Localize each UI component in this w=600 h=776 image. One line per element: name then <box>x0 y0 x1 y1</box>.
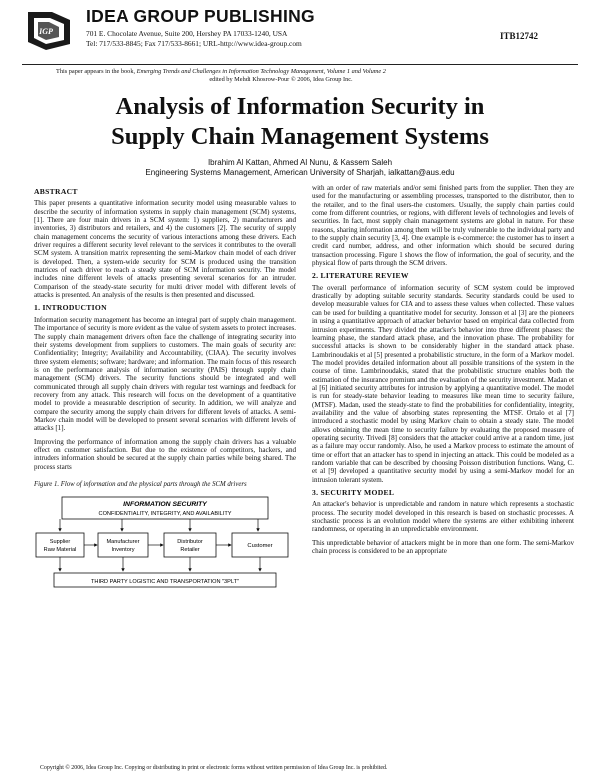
publisher-address <box>86 29 302 49</box>
book-note <box>56 68 576 84</box>
publisher-logo <box>22 8 76 54</box>
supplier-box <box>36 533 84 557</box>
logo-text: IGP <box>39 27 53 36</box>
inventory-label: Inventory <box>111 547 135 554</box>
title-line-1: Analysis of Information Security in <box>115 93 485 120</box>
right-column <box>312 184 574 560</box>
address-line-1: 701 E. Chocolate Avenue, Suite 200, Hershey PA 17033-1240, USA <box>86 29 288 38</box>
title-line-2: Supply Chain Management Systems <box>111 123 489 150</box>
abstract-text: This paper presents a quantitative information security model using measurable values to describe the security of information systems in supply chain management (SCM) systems, [1]. There are four main drivers in a SCM system: 1) suppliers, 2) manufacturers and inventories, 3) distributors and retailers, and 4) the customers [2]. The security of supply chain management concerns the security of various interactions among these drivers. Each driver requires a different security level relevant to the services it contributes to the overall SCM system. A transition matrix representing the semi-Markov chain model of each driver is developed. Then, a system-wide security for SCM is produced using the transition matrices of each driver to reach a steady state of SCM information security. The model includes nine different levels of attacks presenting several scenarios for an intruder. Comparison of the steady-state security for multi driver model with different levels of attacks is presented. An analysis of the results is then presented and discussed. <box>34 199 296 300</box>
manufacturer-label: Manufacturer <box>106 539 140 546</box>
security-model-text-2: This unpredictable behavior of attackers might be in more than one form. The semi-Markov chain process is considered to be an appropriate <box>312 538 574 556</box>
abstract-heading: ABSTRACT <box>34 187 78 196</box>
address-line-2: Tel: 717/533-8845; Fax 717/533-8661; URL-http://www.idea-group.com <box>86 39 302 48</box>
book-editor-line: edited by Mehdi Khosrow-Pour © 2006, Idea Group Inc. <box>209 76 353 83</box>
logistics-label: THIRD PARTY LOGISTIC AND TRANSPORTATION "3PLT" <box>91 579 239 586</box>
copyright-footer: Copyright © 2006, Idea Group Inc. Copying or distributing in print or electronic forms without written permission of Idea Group Inc. is prohibited. <box>40 765 388 771</box>
security-model-heading: 3. SECURITY MODEL <box>312 488 395 498</box>
figure-1-diagram <box>34 495 296 591</box>
book-title: Emerging Trends and Challenges in Information Technology Management, Volume 1 and Volume 2 <box>136 68 386 75</box>
distributor-label: Distributor <box>177 539 203 546</box>
customer-label: Customer <box>247 543 273 550</box>
info-security-title: INFORMATION SECURITY <box>123 501 207 509</box>
info-security-subtitle: CONFIDENTIALITY, INTEGRITY, AND AVAILABILITY <box>98 511 232 518</box>
document-id: ITB12742 <box>500 31 539 41</box>
left-column <box>34 184 296 591</box>
introduction-para-1: Information security management has become an integral part of supply chain management. The importance of security is more evident as the value of system assets to protect increases. The supply chain management drivers often face the challenge of integrating security into their systems development from suppliers to customers. The main goals of security are: Confidentiality; Integrity; Availability and Accountability, (CIAA). The security involves three system elements; software; hardware; and information. The main focus of this research is on the performance analysis of information security (PAIS) through supply chain management (SCM) drivers. The security functions should be integrated and well communicated through all supply chain drivers with regular test warnings and feedback for recovery from any attack. This research will focus on the development of a quantitative model to provide a measurable description of security. In addition, we will analyze and compare the security among the supply chain drivers for different levels of attacks. A semi-Markov chain model will be developed to present several scenarios with different levels of attacks [1]. <box>34 315 296 433</box>
figure-1-caption: Figure 1. Flow of information and the physical parts through the SCM drivers <box>34 481 247 488</box>
literature-review-heading: 2. LITERATURE REVIEW <box>312 271 409 281</box>
introduction-continuation: with an order of raw materials and/or semi finished parts from the supplier. Then they are used for the manufacturing or assembling processes, transported to the distributor, then to the retailer, and to the final users-the customers. Usually, the supply chain parties could come from different countries, or regions, with different levels of technologies and levels of securities. In fact, most supply chain management systems are global in nature. For these reasons, sharing information among them will be truly vulnerable to the individual party and to the supply chain security [3, 4]. One example is e-commerce: the customer has to insert a credit card number, address, and other information which should be secured during transaction processing. Figure 1 shows the flow of information, the goal of security, and the physical flow of parts through the SCM drivers. <box>312 184 574 268</box>
publisher-name: IDEA GROUP PUBLISHING <box>86 6 315 26</box>
introduction-heading: 1. INTRODUCTION <box>34 303 107 313</box>
security-model-text-1: An attacker's behavior is unpredictable and random in nature which represents a stochastic process. The security model developed in this research is based on stochastic processes. A stochastic process is an evolution model where the systems are either exhibiting inherent randomness, or operating in an unpredictable environment. <box>312 500 574 534</box>
author-names: Ibrahim Al Kattan, Ahmed Al Nunu, & Kassem Saleh <box>207 158 393 167</box>
introduction-para-2: Improving the performance of information among the supply chain drivers has a valuable effect on customer satisfaction. But due to the existence of competitors, hackers, and intruders information should be secured at the supply chain parties while being shared. The process starts <box>34 437 296 471</box>
retailer-label: Retailer <box>180 547 200 554</box>
manufacturer-box <box>98 533 148 557</box>
authors-block <box>30 158 570 178</box>
book-note-prefix: This paper appears in the book, <box>56 68 137 75</box>
author-affiliation: Engineering Systems Management, American University of Sharjah, ialkattan@aus.edu <box>145 168 455 177</box>
paper-title <box>30 92 570 152</box>
header-rule <box>22 64 578 65</box>
distributor-box <box>164 533 216 557</box>
literature-review-text: The overall performance of information security of SCM system could be improved drastically by adopting suitable security standards. Security standards could be used to develop measurable values for CIA and to assess these values when collected. These values can be used for building a quantitative model for security. Jonsson et al [3] are the pioneers in using a quantitative approach of attacker behavior based on empirical data collected from intrusion experiments. They divided the attacker's behavior into three different phases: the learning phase, the standard attack phase, and the innovation phase. The probability for successful attacks is shown to be considerably higher in the standard attack phase. Lambrinoudakis et al [5] presented a probabilistic structure, in the form of a Markov model. The model provides detailed information about all possible transitions of the system in the course of time. Lambrinoudakis, stated that the probabilistic structure enables both the estimation of the insurance premium and the evaluation of the security investment. Madan et al [6] initiated security attributes for intrusion by applying a quantitative model. The model is run for steady-state behavior leading to measures like mean time to security failure, (MTSF). Madan, used the steady-state to find the probabilities for confidentiality, integrity, availability and the value of absorbing states representing the MTSF. Ortalo et al [7] introduced a stochastic model by using Markov chain to obtain a steady state. The model allows obtaining the mean time to security failure by evaluating the proposed measure of operating security. Trivedi [8] considers that the attacker could arrive at a random time, just as a failure may occur randomly. Also, he used a Markov process to estimate the amount of time or effort that an attacker has to spend in injecting an attack. This could be modeled as a random variable that can be described by choosing Poisson distribution functions. Wang, C. et al [9] developed a quantitative security model by using a semi-Markov model for an intrusion tolerant system. <box>312 283 574 484</box>
supplier-label: Supplier <box>49 539 71 546</box>
raw-material-label: Raw Material <box>43 547 77 554</box>
